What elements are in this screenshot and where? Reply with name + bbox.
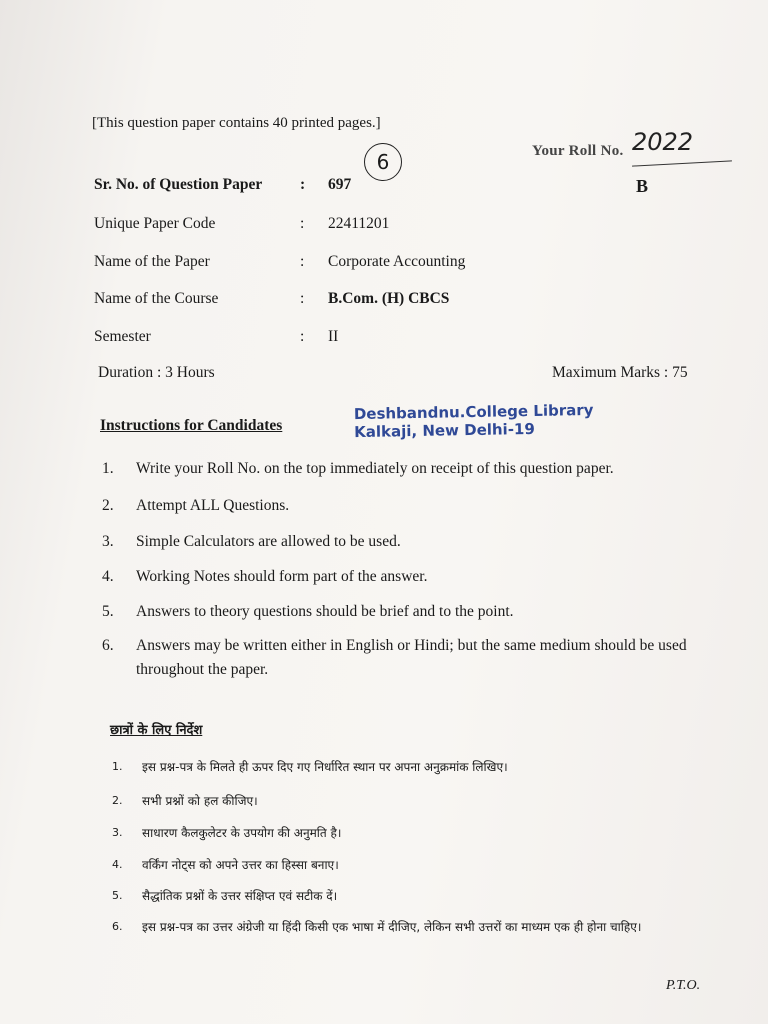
hindi-instruction-text: सैद्धांतिक प्रश्नों के उत्तर संक्षिप्त एवं सटीक दें।	[142, 889, 338, 903]
hindi-instruction-number: 2.	[112, 794, 123, 807]
library-stamp	[354, 401, 594, 441]
stamp-line: Deshbandnu.College Library	[353, 400, 594, 424]
hindi-instruction-text: इस प्रश्न-पत्र का उत्तर अंग्रेजी या हिंदी किसी एक भाषा में दीजिए, लेकिन सभी उत्तरों का माध्यम एक ही होना चाहिए।	[142, 920, 642, 934]
instruction-number: 4.	[102, 568, 114, 585]
detail-value: 22411201	[328, 215, 390, 232]
detail-value: 697	[328, 176, 352, 193]
instruction-number: 3.	[102, 533, 114, 550]
maximum-marks: Maximum Marks : 75	[552, 364, 688, 381]
instruction-text: Answers to theory questions should be brief and to the point.	[136, 603, 514, 620]
detail-colon: :	[300, 215, 305, 232]
detail-colon: :	[300, 328, 305, 345]
detail-label: Sr. No. of Question Paper	[94, 176, 263, 193]
instruction-number: 1.	[102, 460, 114, 477]
hindi-instruction-text: सभी प्रश्नों को हल कीजिए।	[142, 794, 258, 808]
hindi-instruction-text: इस प्रश्न-पत्र के मिलते ही ऊपर दिए गए निर्धारित स्थान पर अपना अनुक्रमांक लिखिए।	[142, 760, 508, 774]
detail-colon: :	[300, 290, 305, 307]
hindi-instruction-number: 6.	[112, 920, 123, 933]
paper-set-letter: B	[636, 176, 649, 196]
detail-value: B.Com. (H) CBCS	[328, 290, 450, 307]
stamp-line: Kalkaji, New Delhi-19	[354, 419, 535, 442]
detail-colon: :	[300, 253, 305, 270]
hindi-instruction-text: वर्किंग नोट्स को अपने उत्तर का हिस्सा बनाए।	[142, 858, 339, 872]
instruction-number: 6.	[102, 637, 114, 654]
detail-label: Semester	[94, 328, 151, 345]
detail-label: Name of the Paper	[94, 253, 210, 270]
hindi-instruction-number: 5.	[112, 889, 123, 902]
hindi-instruction-number: 1.	[112, 760, 123, 773]
detail-label: Name of the Course	[94, 290, 219, 307]
hindi-instruction-text: साधारण कैलकुलेटर के उपयोग की अनुमति है।	[142, 826, 342, 840]
detail-value: II	[328, 328, 339, 345]
instruction-text: Attempt ALL Questions.	[136, 497, 290, 514]
duration: Duration : 3 Hours	[98, 364, 215, 381]
hindi-instructions-heading: छात्रों के लिए निर्देश	[110, 723, 203, 738]
detail-colon: :	[300, 176, 306, 193]
roll-number-underline	[632, 160, 732, 166]
please-turn-over: P.T.O.	[666, 978, 701, 993]
instruction-text: Simple Calculators are allowed to be used.	[136, 533, 401, 550]
pages-note: [This question paper contains 40 printed pages.]	[92, 115, 381, 131]
instruction-text: Answers may be written either in English or Hindi; but the same medium should be used throughout the paper.	[136, 637, 687, 678]
hindi-instruction-number: 3.	[112, 826, 123, 839]
instruction-number: 2.	[102, 497, 114, 514]
instruction-number: 5.	[102, 603, 114, 620]
circled-number: 6	[364, 143, 402, 181]
roll-number-value: 2022	[632, 128, 694, 156]
roll-number-label: Your Roll No.	[532, 143, 624, 159]
detail-value: Corporate Accounting	[328, 253, 466, 270]
detail-label: Unique Paper Code	[94, 215, 216, 232]
instruction-text: Write your Roll No. on the top immediately on receipt of this question paper.	[136, 460, 614, 477]
hindi-instruction-number: 4.	[112, 858, 123, 871]
instructions-heading: Instructions for Candidates	[100, 417, 283, 434]
instruction-text: Working Notes should form part of the answer.	[136, 568, 428, 585]
